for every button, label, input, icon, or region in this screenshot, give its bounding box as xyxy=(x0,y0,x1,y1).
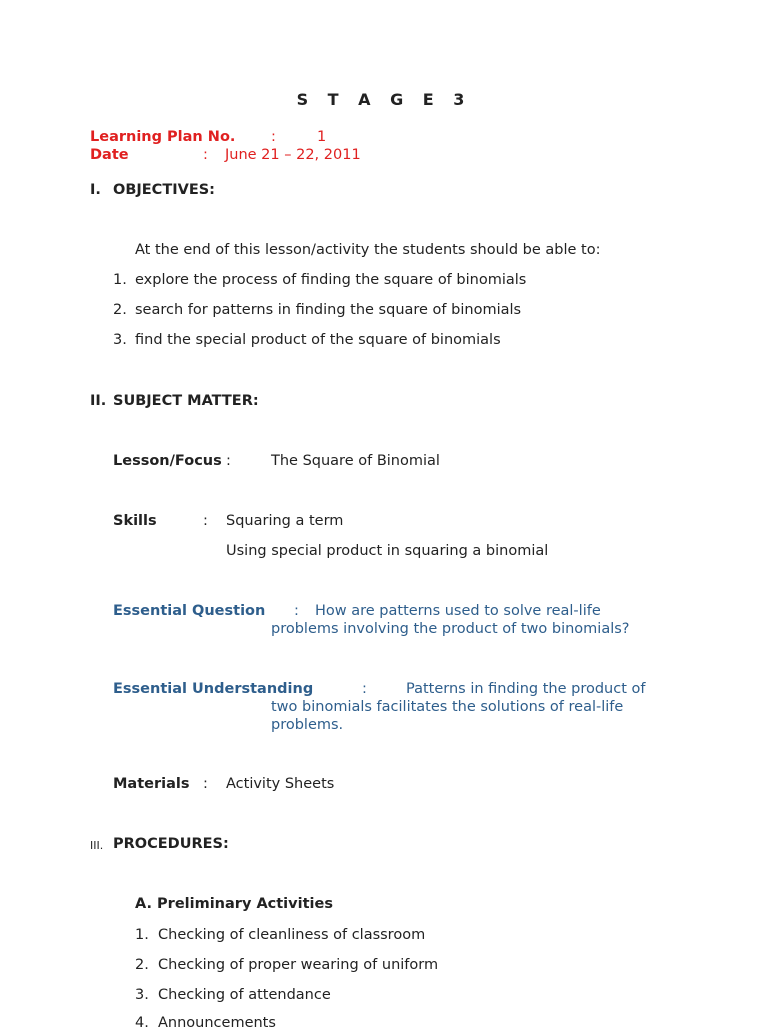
objective-number: 3. xyxy=(113,332,127,348)
lesson-focus-label: Lesson/Focus xyxy=(113,453,222,469)
date-value: June 21 – 22, 2011 xyxy=(225,147,361,163)
objective-item: explore the process of finding the square of binomials xyxy=(135,272,527,288)
section-numeral-objectives: I. xyxy=(90,182,101,198)
activity-number: 2. xyxy=(135,957,149,973)
activity-number: 1. xyxy=(135,927,149,943)
activity-item: Checking of attendance xyxy=(158,987,331,1003)
activity-item: Checking of proper wearing of uniform xyxy=(158,957,439,973)
essential-understanding-text: two binomials facilitates the solutions of real-life xyxy=(271,699,624,715)
materials-label: Materials xyxy=(113,776,190,792)
learning-plan-number: 1 xyxy=(317,129,327,145)
skills-label: Skills xyxy=(113,513,157,529)
objectives-intro: At the end of this lesson/activity the students should be able to: xyxy=(135,242,601,258)
section-numeral-subject-matter: II. xyxy=(90,393,107,409)
procedures-heading: PROCEDURES: xyxy=(113,836,229,852)
objective-number: 2. xyxy=(113,302,127,318)
skill-item: Using special product in squaring a binomial xyxy=(226,543,549,559)
essential-understanding-text: Patterns in finding the product of xyxy=(406,681,646,697)
objective-item: search for patterns in finding the square of binomials xyxy=(135,302,522,318)
subject-matter-heading: SUBJECT MATTER: xyxy=(113,393,259,409)
preliminary-activities-heading: A. Preliminary Activities xyxy=(135,896,333,912)
materials-separator: : xyxy=(203,776,208,792)
skill-item: Squaring a term xyxy=(226,513,344,529)
lesson-focus-separator: : xyxy=(226,453,231,469)
objectives-heading: OBJECTIVES: xyxy=(113,182,215,198)
activity-item: Checking of cleanliness of classroom xyxy=(158,927,426,943)
date-separator: : xyxy=(203,147,208,163)
activity-number: 4. xyxy=(135,1015,149,1031)
skills-separator: : xyxy=(203,513,208,529)
lesson-focus-value: The Square of Binomial xyxy=(271,453,440,469)
materials-value: Activity Sheets xyxy=(226,776,335,792)
learning-plan-label: Learning Plan No. xyxy=(90,129,236,145)
essential-question-text: problems involving the product of two binomials? xyxy=(271,621,630,637)
essential-understanding-text: problems. xyxy=(271,717,344,733)
essential-question-separator: : xyxy=(294,603,299,619)
objective-item: find the special product of the square of binomials xyxy=(135,332,501,348)
stage-title: S T A G E 3 xyxy=(296,90,472,109)
essential-question-label: Essential Question xyxy=(113,603,266,619)
section-numeral-procedures: III. xyxy=(90,839,104,852)
date-label: Date xyxy=(90,147,129,163)
activity-number: 3. xyxy=(135,987,149,1003)
learning-plan-separator: : xyxy=(271,129,276,145)
essential-question-text: How are patterns used to solve real-life xyxy=(315,603,601,619)
essential-understanding-separator: : xyxy=(362,681,367,697)
essential-understanding-label: Essential Understanding xyxy=(113,681,314,697)
objective-number: 1. xyxy=(113,272,127,288)
activity-item: Announcements xyxy=(158,1015,276,1031)
